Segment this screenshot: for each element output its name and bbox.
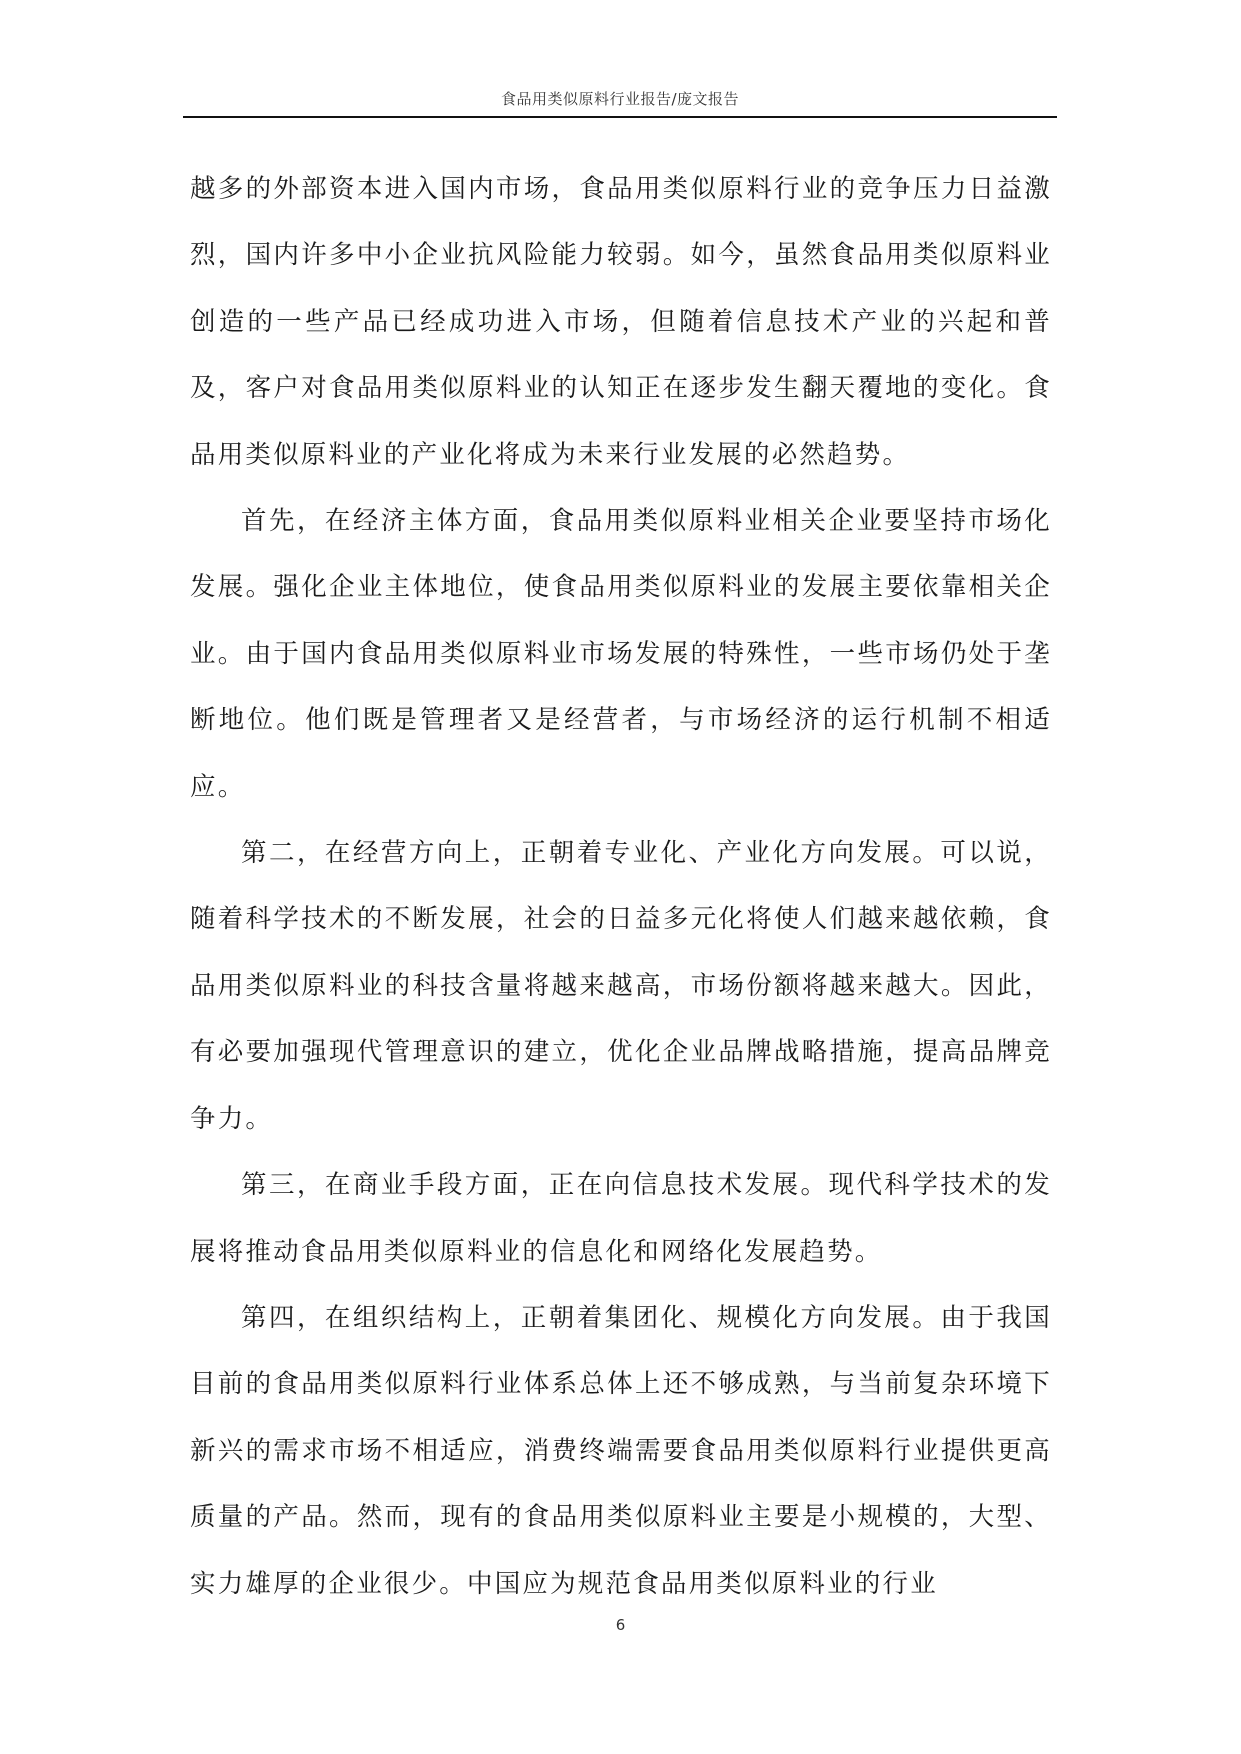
paragraph-continuation: 越多的外部资本进入国内市场，食品用类似原料行业的竞争压力日益激烈，国内许多中小企业抗风险能力较弱。如今，虽然食品用类似原料业创造的一些产品已经成功进入市场，但随着信息技术产业的兴起和普及，客户对食品用类似原料业的认知正在逐步发生翻天覆地的变化。食品用类似原料业的产业化将成为未来行业发展的必然趋势。 [190, 174, 1052, 470]
running-header: 食品用类似原料行业报告/庞文报告 [500, 90, 740, 108]
paragraph-third-point: 第三，在商业手段方面，正在向信息技术发展。现代科学技术的发展将推动食品用类似原料业的信息化和网络化发展趋势。 [190, 1170, 1052, 1267]
body-text [190, 156, 1052, 1617]
header-divider [183, 116, 1057, 118]
paragraph-fourth-point: 第四，在组织结构上，正朝着集团化、规模化方向发展。由于我国目前的食品用类似原料行业体系总体上还不够成熟，与当前复杂环境下新兴的需求市场不相适应，消费终端需要食品用类似原料行业提供更高质量的产品。然而，现有的食品用类似原料业主要是小规模的，大型、实力雄厚的企业很少。中国应为规范食品用类似原料业的行业 [190, 1302, 1052, 1599]
paragraph-second-point: 第二，在经营方向上，正朝着专业化、产业化方向发展。可以说，随着科学技术的不断发展，社会的日益多元化将使人们越来越依赖，食品用类似原料业的科技含量将越来越高，市场份额将越来越大。因此，有必要加强现代管理意识的建立，优化企业品牌战略措施，提高品牌竞争力。 [190, 838, 1052, 1134]
paragraph-first-point: 首先，在经济主体方面，食品用类似原料业相关企业要坚持市场化发展。强化企业主体地位，使食品用类似原料业的发展主要依靠相关企业。由于国内食品用类似原料业市场发展的特殊性，一些市场仍处于垄断地位。他们既是管理者又是经营者，与市场经济的运行机制不相适应。 [190, 506, 1052, 802]
page-number: 6 [615, 1616, 626, 1634]
